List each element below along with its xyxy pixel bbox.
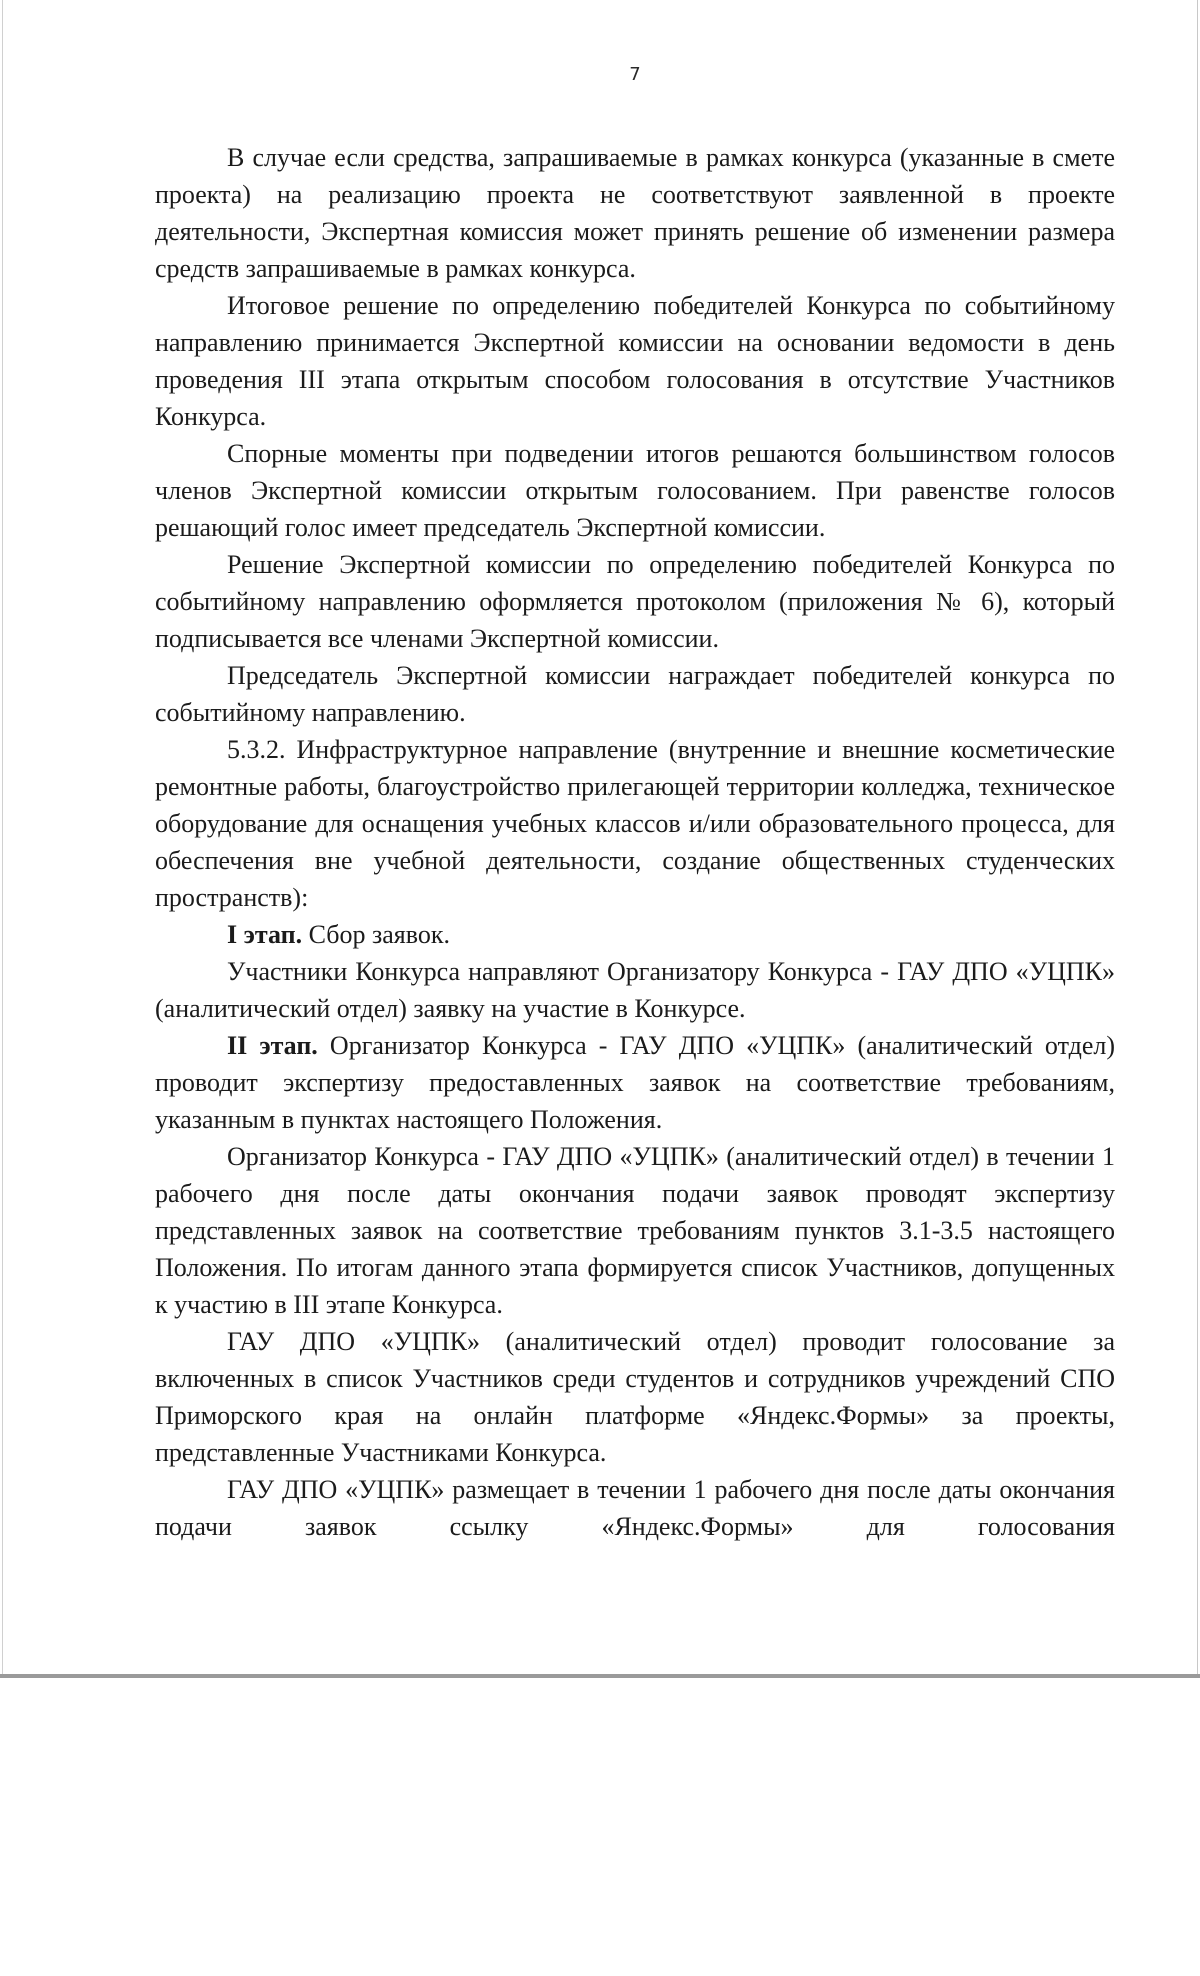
document-body xyxy=(155,139,1115,1545)
paragraph-awarding: Председатель Экспертной комиссии награждает победителей конкурса по событийному направлению. xyxy=(155,661,1115,727)
paragraph-voting: ГАУ ДПО «УЦПК» (аналитический отдел) проводит голосование за включенных в список Участников среди студентов и сотрудников учреждений СПО Приморского края на онлайн платформе «Яндекс.Формы» за проекты, представленные Участниками Конкурса. xyxy=(155,1327,1115,1467)
paragraph-participants-submit: Участники Конкурса направляют Организатору Конкурса - ГАУ ДПО «УЦПК» (аналитический отдел) заявку на участие в Конкурсе. xyxy=(155,957,1115,1023)
page-number: 7 xyxy=(629,64,641,85)
stage-1-heading: I этап. xyxy=(227,920,303,949)
paragraph-protocol: Решение Экспертной комиссии по определению победителей Конкурса по событийному направлению оформляется протоколом (приложения № 6), который подписывается все членами Экспертной комиссии. xyxy=(155,550,1115,653)
document-page xyxy=(2,0,1198,1675)
paragraph-disputes: Спорные моменты при подведении итогов решаются большинством голосов членов Экспертной комиссии открытым голосованием. При равенстве голосов решающий голос имеет председатель Экспертной комиссии. xyxy=(155,439,1115,542)
paragraph-final-decision: Итоговое решение по определению победителей Конкурса по событийному направлению принимается Экспертной комиссии на основании ведомости в день проведения III этапа открытым способом голосования в отсутствие Участников Конкурса. xyxy=(155,291,1115,431)
paragraph-expertise: Организатор Конкурса - ГАУ ДПО «УЦПК» (аналитический отдел) в течении 1 рабочего дня после даты окончания подачи заявок проводят экспертизу представленных заявок на соответствие требованиям пунктов 3.1-3.5 настоящего Положения. По итогам данного этапа формируется список Участников, допущенных к участию в III этапе Конкурса. xyxy=(155,1142,1115,1319)
paragraph-voting-link: ГАУ ДПО «УЦПК» размещает в течении 1 рабочего дня после даты окончания подачи заявок ссылку «Яндекс.Формы» для голосования xyxy=(155,1475,1115,1541)
paragraph-infrastructure-direction: 5.3.2. Инфраструктурное направление (внутренние и внешние косметические ремонтные работы, благоустройство прилегающей территории колледжа, техническое оборудование для оснащения учебных классов и/или образовательного процесса, для обеспечения вне учебной деятельности, создание общественных студенческих пространств): xyxy=(155,735,1115,912)
stage-2-heading: II этап. xyxy=(227,1031,318,1060)
paragraph-stage-1: I этап. Сбор заявок. xyxy=(227,920,450,949)
paragraph-budget-change: В случае если средства, запрашиваемые в рамках конкурса (указанные в смете проекта) на реализацию проекта не соответствуют заявленной в проекте деятельности, Экспертная комиссия может принять решение об изменении размера средств запрашиваемые в рамках конкурса. xyxy=(155,143,1115,283)
paragraph-stage-2: II этап. Организатор Конкурса - ГАУ ДПО «УЦПК» (аналитический отдел) проводит экспертизу предоставленных заявок на соответствие требованиям, указанным в пунктах настоящего Положения. xyxy=(155,1031,1115,1134)
page-bottom-edge xyxy=(0,1674,1200,1678)
